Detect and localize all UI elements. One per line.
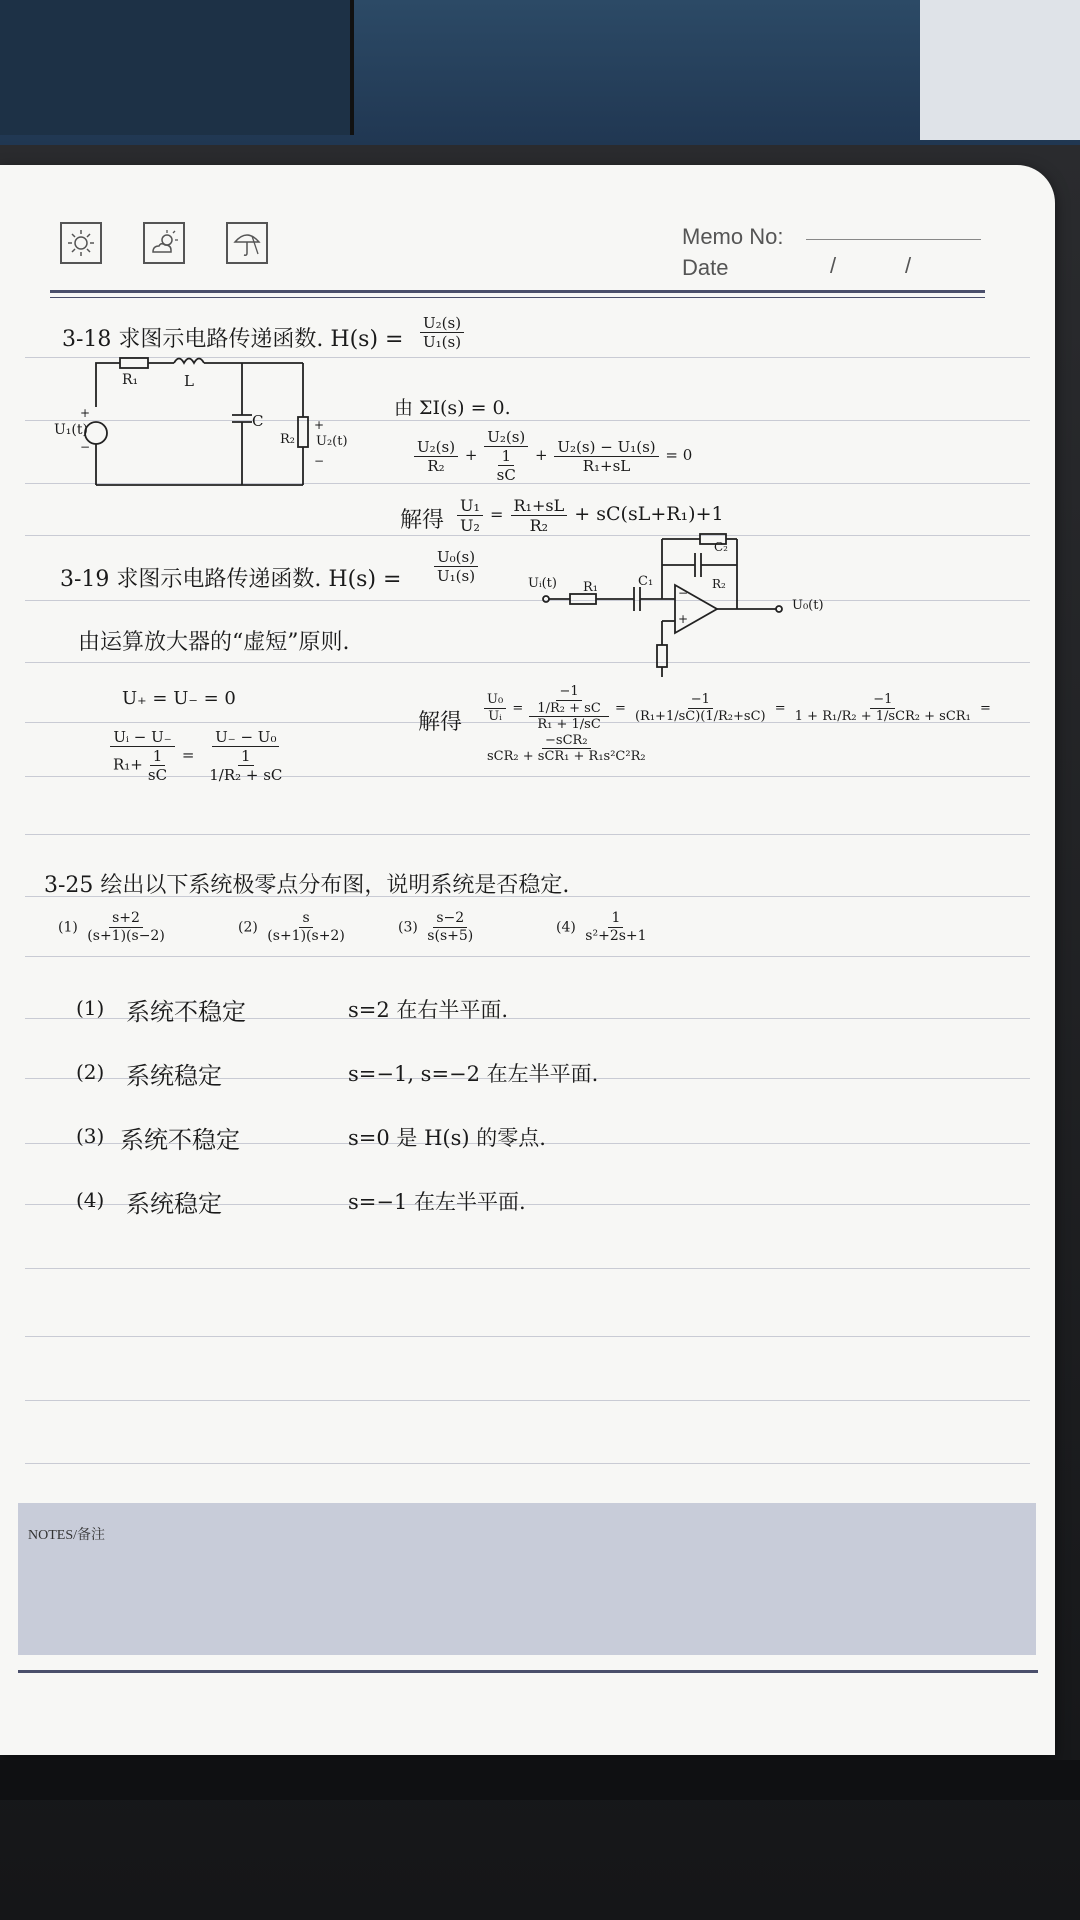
resistor-r1 [120, 358, 148, 368]
label-plus: + [678, 612, 689, 626]
notes-box [18, 1503, 1036, 1655]
s-lhs-num: U₀ [484, 692, 506, 709]
s2-num: −1 [688, 692, 713, 709]
plus-sign: + [464, 446, 478, 464]
solution-319 [482, 684, 1080, 765]
equals-sign: = [774, 700, 786, 716]
option-label: (3) [398, 919, 418, 936]
s1-num-num: −1 [556, 684, 581, 701]
notes-label: NOTES/备注 [28, 1528, 105, 1543]
label-c2: C₂ [714, 540, 728, 554]
umbrella-icon [226, 222, 268, 264]
memo-no-field [806, 239, 981, 240]
ruled-line [25, 834, 1030, 835]
eq-term2-den-den: sC [496, 466, 516, 484]
problem-319-transfer-fraction [432, 548, 480, 585]
bottom-rule [18, 1670, 1038, 1673]
eq2-right-num: U₋ − U₀ [212, 728, 279, 747]
kcl-statement: 由 ΣI(s) = 0. [394, 397, 511, 419]
equals-sign: = [614, 700, 626, 716]
date-label: Date [682, 255, 729, 280]
sol-tail: + sC(sL+R₁)+1 [574, 503, 724, 526]
answer-label: (1) [76, 996, 105, 1020]
eq-term1-den: R₂ [427, 456, 445, 475]
answer-label: (4) [76, 1188, 105, 1212]
inductor-l [174, 359, 204, 364]
answer-reason: s=−1 在左半平面. [348, 1190, 526, 1214]
equals-sign: = [490, 505, 504, 525]
header-rule-thin [50, 297, 985, 298]
eq-end: = 0 [665, 446, 693, 464]
option-3 [398, 910, 478, 945]
option-2 [238, 910, 350, 945]
label-c1: C₁ [638, 574, 654, 589]
option-num: s−2 [433, 910, 467, 928]
eq-term2-den-num: 1 [498, 447, 514, 466]
label-ui: Uᵢ(t) [528, 576, 557, 591]
eq2-right-den-den: 1/R₂ + sC [209, 766, 283, 784]
answer-reason: s=2 在右半平面. [348, 998, 509, 1022]
problem-325-title: 3-25 绘出以下系统极零点分布图，说明系统是否稳定. [44, 873, 570, 898]
eq2-left-den-num: 1 [150, 747, 166, 766]
label-c: C [252, 412, 264, 430]
option-den: s²+2s+1 [585, 927, 647, 944]
header-rule [50, 290, 985, 293]
memo-no-label: Memo No: [682, 224, 784, 249]
problem-318-title: 3-18 求图示电路传递函数. H(s) = [62, 327, 404, 352]
solution-label-319: 解得 [418, 710, 463, 735]
s1-num-den: 1/R₂ + sC [537, 700, 601, 716]
label-plus2: + [314, 418, 325, 432]
option-den: s(s+5) [427, 927, 474, 944]
sun-icon [60, 222, 102, 264]
kcl-equation [412, 428, 692, 484]
option-den: (s+1)(s+2) [267, 927, 345, 944]
sol-lhs-den: U₂ [460, 516, 480, 536]
background-object [920, 0, 1080, 140]
option-label: (2) [238, 919, 258, 936]
eq2-left-num: Uᵢ − U₋ [110, 728, 174, 747]
s-lhs-den: Uᵢ [488, 708, 502, 724]
answer-verdict: 系统不稳定 [120, 1126, 240, 1154]
ruled-line [25, 956, 1030, 957]
equals-sign: = [181, 746, 195, 764]
ruled-line [25, 662, 1030, 663]
partly-cloudy-icon [143, 222, 185, 264]
label-r2-319: R₂ [712, 577, 726, 591]
ruled-line [25, 1400, 1030, 1401]
eq2-left-den: R₁+ [113, 755, 143, 774]
opamp-circuit-319 [540, 525, 810, 685]
label-r1: R₁ [122, 372, 139, 388]
option-4 [556, 910, 652, 945]
label-u1: U₁(t) [54, 422, 88, 438]
answer-label: (3) [76, 1124, 105, 1148]
s2-den: (R₁+1/sC)(1/R₂+sC) [634, 708, 766, 724]
s3-den: 1 + R₁/R₂ + 1/sCR₂ + sCR₁ [794, 708, 971, 724]
p318-h-num: U₂(s) [420, 314, 464, 333]
option-num: s+2 [109, 910, 143, 928]
eq-term1-num: U₂(s) [414, 438, 458, 457]
s3-num: −1 [870, 692, 895, 709]
answer-verdict: 系统稳定 [126, 1190, 222, 1218]
sol-lhs-num: U₁ [457, 496, 483, 516]
ruled-line [25, 1336, 1030, 1337]
answer-verdict: 系统不稳定 [126, 998, 246, 1026]
answer-label: (2) [76, 1060, 105, 1084]
problem-319-title: 3-19 求图示电路传递函数. H(s) = [60, 567, 402, 592]
label-l: L [184, 372, 194, 390]
label-uo: U₀(t) [792, 598, 824, 613]
answer-reason: s=0 是 H(s) 的零点. [348, 1126, 546, 1150]
label-r1-319: R₁ [583, 580, 598, 595]
date-separator: / [905, 253, 912, 278]
option-num: 1 [608, 910, 623, 928]
tablet-device [0, 0, 354, 135]
solution-label-318: 解得 [400, 508, 445, 533]
ruled-line [25, 1268, 1030, 1269]
node-equation-319 [108, 728, 292, 784]
eq-virtual-short: U₊ = U₋ = 0 [122, 688, 236, 709]
option-label: (1) [58, 919, 78, 936]
plus-sign: + [535, 446, 548, 464]
sol-rhs-den: R₂ [529, 516, 549, 536]
eq-term3-den: R₁+sL [582, 456, 631, 475]
label-r2: R₂ [280, 432, 295, 447]
ruled-line [25, 1463, 1030, 1464]
label-minus: − [678, 586, 689, 600]
s1-den: R₁ + 1/sC [537, 717, 601, 733]
option-num: s [299, 910, 312, 928]
ruled-line [25, 600, 1030, 601]
answer-verdict: 系统稳定 [126, 1062, 222, 1090]
resistor-r2 [298, 417, 308, 447]
folder-bottom [0, 1760, 1080, 1800]
eq2-right-den-num: 1 [238, 747, 254, 766]
option-1 [58, 910, 170, 945]
answer-reason: s=−1, s=−2 在左半平面. [348, 1062, 599, 1086]
label-minus2: − [314, 454, 325, 468]
option-den: (s+1)(s−2) [87, 927, 165, 944]
virtual-short-principle: 由运算放大器的“虚短”原则. [78, 630, 350, 655]
equals-sign: = [979, 700, 991, 716]
problem-318-transfer-fraction [418, 314, 466, 351]
eq-term3-num: U₂(s) − U₁(s) [554, 438, 658, 457]
equals-sign: = [512, 700, 524, 716]
eq-term2-num: U₂(s) [484, 428, 528, 447]
s4-num: −sCR₂ [542, 733, 591, 750]
p319-h-num: U₀(s) [434, 548, 478, 567]
eq2-left-den-den: sC [147, 766, 168, 784]
sol-rhs-num: R₁+sL [511, 496, 568, 516]
label-plus1: + [80, 406, 91, 420]
p318-h-den: U₁(s) [423, 333, 462, 351]
label-u2: U₂(t) [316, 434, 348, 449]
option-label: (4) [556, 919, 576, 936]
resistor-r1 [570, 594, 596, 604]
label-minus1: − [80, 440, 91, 454]
date-separator: / [830, 253, 837, 278]
p319-h-den: U₁(s) [437, 567, 476, 585]
s4-den: sCR₂ + sCR₁ + R₁s²C²R₂ [487, 749, 646, 765]
